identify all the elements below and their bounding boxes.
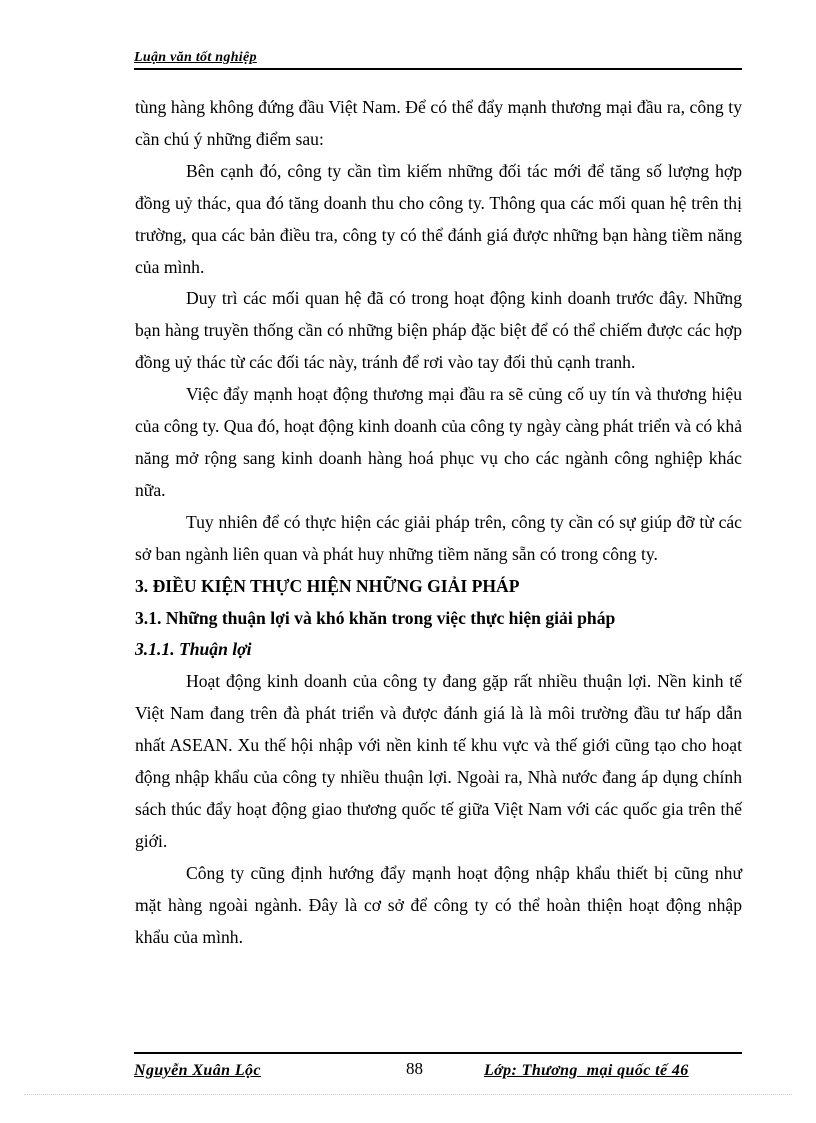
- footer-class-label: Lớp: Thương mại quốc tế 46: [484, 1062, 689, 1079]
- page-footer: [134, 1052, 742, 1084]
- paragraph: Tuy nhiên để có thực hiện các giải pháp trên, công ty cần có sự giúp đỡ từ các sở ban ngành liên quan và phát huy những tiềm năng sẵn có trong công ty.: [135, 511, 742, 564]
- paragraph: Công ty cũng định hướng đẩy mạnh hoạt động nhập khẩu thiết bị cũng như mặt hàng ngoài ngành. Đây là cơ sở để công ty có thể hoàn thiện hoạt động nhập khẩu của mình.: [135, 862, 742, 947]
- paragraph: Hoạt động kinh doanh của công ty đang gặp rất nhiều thuận lợi. Nền kinh tế Việt Nam đang trên đà phát triển và được đánh giá là là môi trường đầu tư hấp dẫn nhất ASEAN. Xu thế hội nhập với nền kinh tế khu vực và thế giới cũng tạo cho hoạt động nhập khẩu của công ty nhiều thuận lợi. Ngoài ra, Nhà nước đang áp dụng chính sách thúc đẩy hoạt động giao thương quốc tế giữa Việt Nam với các quốc gia trên thế giới.: [135, 671, 742, 851]
- header-title: Luận văn tốt nghiệp: [134, 50, 257, 65]
- page-edge-divider: [24, 1094, 792, 1095]
- subsection-heading: 3.1. Những thuận lợi và khó khăn trong việc thực hiện giải pháp: [135, 607, 616, 628]
- section-heading: 3. ĐIỀU KIỆN THỰC HIỆN NHỮNG GIẢI PHÁP: [135, 575, 520, 596]
- page-number: 88: [406, 1059, 423, 1078]
- page-header: [134, 50, 742, 70]
- subsubsection-heading: 3.1.1. Thuận lợi: [135, 639, 252, 660]
- footer-author: Nguyễn Xuân Lộc: [134, 1062, 261, 1079]
- paragraph: Bên cạnh đó, công ty cần tìm kiếm những đối tác mới để tăng số lượng hợp đồng uỷ thác, qua đó tăng doanh thu cho công ty. Thông qua các mối quan hệ trên thị trường, qua các bản điều tra, công ty có thể đánh giá được những bạn hàng tiềm năng của mình.: [135, 160, 742, 277]
- document-body: [135, 92, 742, 953]
- paragraph: Duy trì các mối quan hệ đã có trong hoạt động kinh doanh trước đây. Những bạn hàng truyền thống cần có những biện pháp đặc biệt để có thể chiếm được các hợp đồng uỷ thác từ các đối tác này, tránh để rơi vào tay đối thủ cạnh tranh.: [135, 288, 742, 373]
- paragraph: Việc đẩy mạnh hoạt động thương mại đầu ra sẽ củng cố uy tín và thương hiệu của công ty. Qua đó, hoạt động kinh doanh của công ty ngày càng phát triển và có khả năng mở rộng sang kinh doanh hàng hoá phục vụ cho các ngành công nghiệp khác nữa.: [135, 384, 742, 500]
- paragraph: tùng hàng không đứng đầu Việt Nam. Để có thể đẩy mạnh thương mại đầu ra, công ty cần chú ý những điểm sau:: [135, 97, 742, 149]
